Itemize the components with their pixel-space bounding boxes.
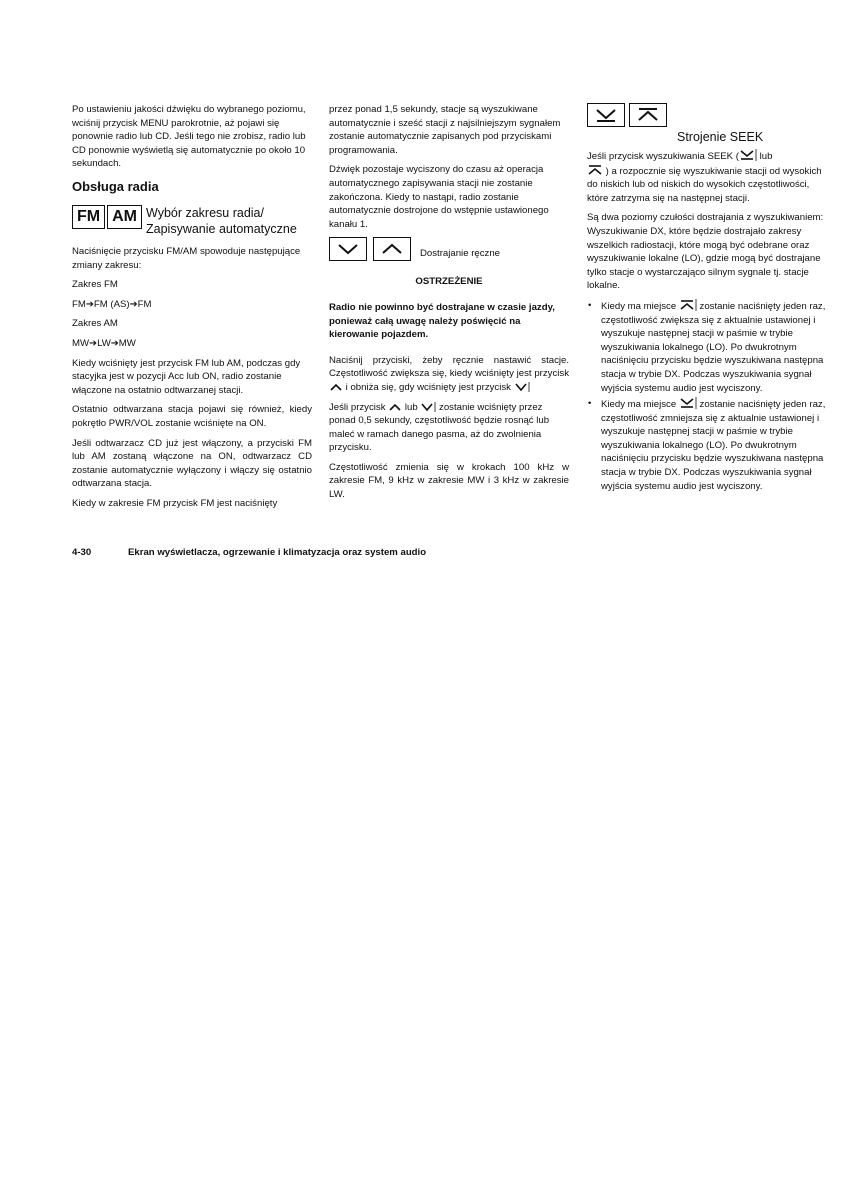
fm-range-label: Zakres FM <box>72 279 118 291</box>
seek-down-icon <box>679 397 697 409</box>
column-1 <box>72 103 312 516</box>
fm-press-paragraph: Kiedy w zakresie FM przycisk FM jest naciśnięty <box>72 497 278 509</box>
seek-down-button-icon <box>587 103 625 127</box>
fm-am-press-paragraph: Kiedy wciśnięty jest przycisk FM lub AM, podczas gdy stacyjka jest w pozycji Acc lub ON, radio zostanie włączone na ostatnio odtwarzanej stacji. <box>72 357 301 396</box>
band-change-paragraph: Naciśnięcie przycisku FM/AM spowoduje następujące zmiany zakresu: <box>72 245 301 271</box>
am-button-icon: AM <box>107 205 142 229</box>
up-arrow-icon <box>329 382 343 392</box>
seek-title: Strojenie SEEK <box>677 130 764 144</box>
manual-tuning-paragraph: Naciśnij przyciski, żeby ręcznie nastawić stacje. Częstotliwość zwiększa się, kiedy wciśnięty jest przycisk i obniża się, gdy wciśnięty jest przycisk <box>329 354 569 393</box>
manual-tuning-label: Dostrajanie ręczne <box>420 248 500 259</box>
fm-am-title: Wybór zakresu radia/ Zapisywanie automatyczne <box>146 205 297 236</box>
seek-up-icon <box>587 164 603 176</box>
up-arrow-icon <box>388 402 402 412</box>
down-arrow-icon <box>514 382 530 392</box>
page-number: 4-30 <box>72 547 92 558</box>
warning-title: OSTRZEŻENIE <box>415 276 483 288</box>
column-2 <box>329 103 569 508</box>
fm-sequence: FM➔FM (AS)➔FM <box>72 298 152 310</box>
warning-text: Radio nie powinno być dostrajane w czasie jazdy, ponieważ całą uwagę należy poświęcić na kierowanie pojazdem. <box>329 301 555 341</box>
fm-button-icon: FM <box>72 205 105 229</box>
mute-paragraph: Dźwięk pozostaje wyciszony do czasu aż operacja automatycznego zapisywania stacji nie zostanie zakończona. Kiedy to nastąpi, radio zostanie automatycznie dostrojone do wstępnie ustawionego kanału 1. <box>329 164 549 230</box>
am-range-label: Zakres AM <box>72 318 118 330</box>
seek-button-illustration <box>587 103 827 127</box>
seek-intro-paragraph: Jeśli przycisk wyszukiwania SEEK ( lub ) a rozpocznie się wyszukiwanie stacji od wysokich do niskich lub od niskich do wysokich częstotliwości, które zatrzyma się na następnej stacji. <box>587 151 822 204</box>
seek-up-button-icon <box>629 103 667 127</box>
hold-button-paragraph: Jeśli przycisk lub zostanie wciśnięty przez ponad 0,5 sekundy, częstotliwość będzie rosnąć lub maleć w ramach danego pasma, aż do zwolnienia przycisku. <box>329 401 550 454</box>
am-sequence: MW➔LW➔MW <box>72 337 136 349</box>
cd-player-paragraph: Jeśli odtwarzacz CD już jest włączony, a przyciski FM lub AM zostaną włączone na ON, odtwarzacz CD zostanie automatycznie wyłączony i włączy się ostatnio odtwarzana stacja. <box>72 437 312 490</box>
autostore-paragraph: przez ponad 1,5 sekundy, stacje są wyszukiwane automatycznie i sześć stacji z najsilniejszym sygnałem zostanie automatycznie zapisanych pod przyciskami programowania. <box>329 104 561 156</box>
tune-down-button-icon <box>329 237 367 261</box>
seek-up-icon <box>679 299 697 311</box>
seek-up-bullet: • Kiedy ma miejsce zostanie naciśnięty jeden raz, częstotliwość zwiększa się z aktualnie ustawionej i wyszukuje następnej stacji w paśmie w trybie wyszukiwania lokalnego (LO). Po dwukrotnym naciśnięciu przycisku będzie wyszukiwana następna stacja w trybie DX. Podczas wyszukiwania sygnał wyjścia systemu audio jest wyciszony. <box>587 299 827 395</box>
frequency-steps-paragraph: Częstotliwość zmienia się w krokach 100 kHz w zakresie FM, 9 kHz w zakresie MW i 3 kHz w zakresie LW. <box>329 461 569 501</box>
column-3 <box>587 103 827 495</box>
seek-down-icon <box>739 149 757 161</box>
seek-down-bullet: • Kiedy ma miejsce zostanie naciśnięty jeden raz, częstotliwość zmniejsza się z aktualnie ustawionej i wyszukuje następnej stacji w paśmie w trybie wyszukiwania lokalnego (LO). Po dwukrotnym naciśnięciu przycisku będzie wyszukiwana następna stacja w trybie DX. Podczas wyszukiwania sygnał wyjścia systemu audio jest wyciszony. <box>587 397 827 493</box>
seek-bullet-list <box>587 299 827 493</box>
fm-am-button-illustration <box>72 205 312 237</box>
tune-up-button-icon <box>373 237 411 261</box>
down-arrow-icon <box>420 402 436 412</box>
page-footer <box>72 546 426 560</box>
chapter-title: Ekran wyświetlacza, ogrzewanie i klimatyzacja oraz system audio <box>128 547 427 558</box>
section-heading-radio: Obsługa radia <box>72 178 159 194</box>
last-station-paragraph: Ostatnio odtwarzana stacja pojawi się również, kiedy pokrętło PWR/VOL zostanie wciśnięte na ON. <box>72 404 312 429</box>
sensitivity-paragraph: Są dwa poziomy czułości dostrajania z wyszukiwaniem: Wyszukiwanie DX, które będzie dostrajało zakresy wszelkich radiostacji, które mogą być odebrane oraz wyszukiwanie lokalne (LO), gdzie mogą być dostrajane tylko stacje o wystarczająco silnym sygnale tj. stacje lokalne. <box>587 212 824 292</box>
intro-paragraph: Po ustawieniu jakości dźwięku do wybranego poziomu, wciśnij przycisk MENU parokrotnie, aż pojawi się ponownie radio lub CD. Jeśli tego nie zrobisz, radio lub CD ponownie wyświetlą się automatycznie po około 10 sekundach. <box>72 104 306 170</box>
